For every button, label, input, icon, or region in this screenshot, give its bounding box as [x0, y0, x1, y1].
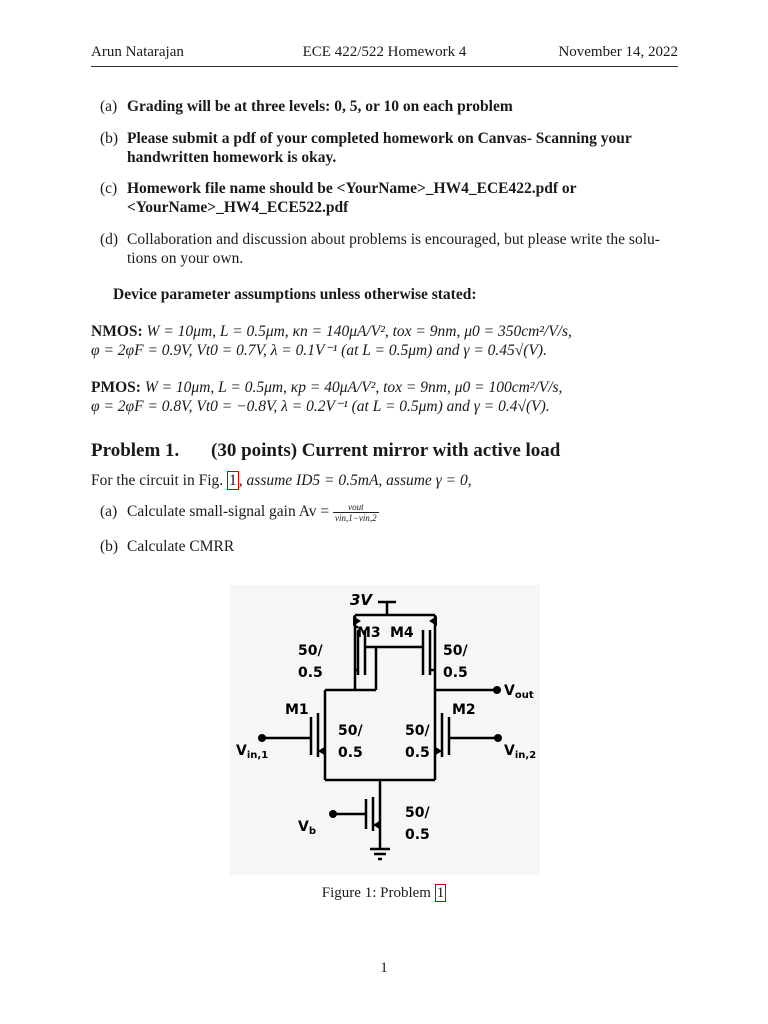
intro-post: , assume ID5 = 0.5mA, assume γ = 0,: [238, 472, 472, 489]
vin2-symbol: V: [504, 743, 515, 759]
caption-prefix: Figure 1: Problem: [321, 885, 431, 901]
page-header: [91, 44, 678, 64]
part-label: (b): [100, 538, 119, 555]
m4-label: M4: [390, 625, 414, 641]
vin1-terminal-dot: [258, 734, 266, 742]
m4-size-l: 0.5: [443, 665, 468, 681]
vb-symbol: V: [298, 819, 309, 835]
m3-size-l: 0.5: [298, 665, 323, 681]
m2-size-w: 50/: [405, 723, 430, 739]
caption-ref-link[interactable]: 1: [436, 885, 445, 901]
device-heading: Device parameter assumptions unless otherwise stated:: [113, 286, 477, 303]
part-a-label-text: Calculate small-signal gain Av =: [127, 503, 330, 521]
instruction-text: tions on your own.: [127, 250, 244, 267]
problem-number: Problem 1.: [91, 440, 180, 461]
fraction-numerator: vout: [333, 502, 379, 513]
problem-intro: [91, 471, 681, 490]
pmos-params: [91, 378, 681, 397]
vin1-symbol: V: [236, 743, 247, 759]
nmos-line2: φ = 2φF = 0.9V, Vt0 = 0.7V, λ = 0.1V⁻¹ (at L = 0.5μm) and γ = 0.45√(V).: [91, 342, 547, 359]
vout-symbol: V: [504, 683, 515, 699]
m2-label: M2: [452, 702, 476, 718]
header-rule: [91, 66, 678, 67]
problem-title: (30 points) Current mirror with active load: [211, 440, 561, 461]
m4-size-w: 50/: [443, 643, 468, 659]
part-a-text: [127, 502, 679, 523]
instruction-text: Homework file name should be <YourName>_HW4_ECE422.pdf or: [127, 180, 577, 197]
pmos-label: PMOS:: [91, 379, 141, 396]
nmos-line1: W = 10μm, L = 0.5μm, κn = 140μA/V², tox = 9nm, μ0 = 350cm²/V/s,: [146, 323, 572, 340]
m1-size-l: 0.5: [338, 745, 363, 761]
vout-subscript: out: [514, 690, 534, 701]
vout-terminal-dot: [493, 686, 501, 694]
pmos-line2: φ = 2φF = 0.8V, Vt0 = −0.8V, λ = 0.2V⁻¹ (at L = 0.5μm) and γ = 0.4√(V).: [91, 398, 550, 415]
m1-label: M1: [285, 702, 309, 718]
intro-pre: For the circuit in Fig.: [91, 472, 224, 489]
m2-size-l: 0.5: [405, 745, 430, 761]
gain-fraction: [333, 502, 379, 523]
vin1-subscript: in,1: [246, 750, 269, 761]
figure-caption: [0, 885, 768, 902]
instruction-label: (c): [100, 180, 118, 197]
nmos-params: [91, 322, 681, 341]
problem-heading: [91, 440, 560, 462]
m5-size-w: 50/: [405, 805, 430, 821]
figure-ref-link[interactable]: 1: [229, 472, 237, 489]
vin2-terminal-dot: [494, 734, 502, 742]
circuit-schematic: [230, 585, 540, 875]
vb-terminal-dot: [329, 810, 337, 818]
instruction-text: handwritten homework is okay.: [127, 149, 337, 166]
vin2-subscript: in,2: [514, 750, 537, 761]
supply-label: 3V: [350, 591, 373, 609]
instruction-label: (b): [100, 130, 119, 147]
header-course: ECE 422/522 Homework 4: [302, 44, 467, 60]
instruction-text: <YourName>_HW4_ECE522.pdf: [127, 199, 349, 216]
fraction-denominator: vin,1−vin,2: [335, 513, 377, 523]
m1-size-w: 50/: [338, 723, 363, 739]
page-number: 1: [380, 960, 388, 976]
instruction-text: Please submit a pdf of your completed homework on Canvas- Scanning your: [127, 130, 632, 147]
instruction-text: Collaboration and discussion about problems is encouraged, but please write the solu-: [127, 231, 660, 248]
header-date: November 14, 2022: [558, 44, 678, 60]
nmos-label: NMOS:: [91, 323, 143, 340]
m3-label: M3: [357, 625, 381, 641]
vb-subscript: b: [308, 826, 317, 837]
schematic-background: [230, 585, 540, 875]
instruction-label: (a): [100, 98, 118, 115]
instruction-text: Grading will be at three levels: 0, 5, or 10 on each problem: [127, 98, 513, 115]
pmos-line1: W = 10μm, L = 0.5μm, κp = 40μA/V², tox = 9nm, μ0 = 100cm²/V/s,: [144, 379, 563, 396]
m3-size-w: 50/: [298, 643, 323, 659]
part-b-text: Calculate CMRR: [127, 538, 235, 555]
header-author: Arun Natarajan: [91, 44, 184, 60]
part-label: (a): [100, 503, 118, 520]
instruction-label: (d): [100, 231, 119, 248]
m5-size-l: 0.5: [405, 827, 430, 843]
